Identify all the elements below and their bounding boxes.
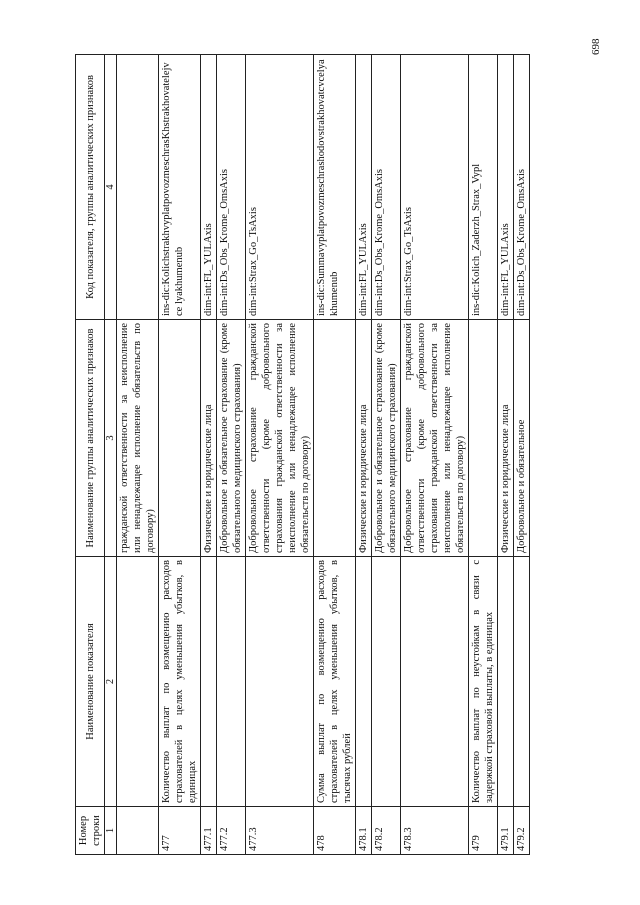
group-name: гражданской ответственности за неисполнение или ненадлежащее исполнение обязательств по договору) <box>117 320 159 557</box>
row-number: 478.1 <box>356 807 372 855</box>
indicator-code: ins-dic:Kolich_Zaderzh_Strax_Vypl <box>469 55 498 320</box>
indicator-code: dim-int:Ds_Obs_Krome_OmsAxis <box>372 55 401 320</box>
indicator-table <box>75 54 530 855</box>
group-name: Физические и юридические лица <box>498 320 514 557</box>
table-row <box>372 55 401 855</box>
column-number-row <box>105 55 117 855</box>
table-row <box>314 55 356 855</box>
indicator-name: Количество выплат по неустойкам в связи с задержкой страховой выплаты, в единицах <box>469 557 498 807</box>
header-code: Код показателя, группы аналитических признаков <box>76 55 105 320</box>
row-number: 477.2 <box>217 807 246 855</box>
rotated-table-page <box>75 55 585 855</box>
group-name: Добровольное страхование гражданской ответственности (кроме добровольного страхования гражданской ответственности за неисполнение или ненадлежащее исполнение обязательств по договору) <box>246 320 314 557</box>
table-row <box>217 55 246 855</box>
group-name <box>159 320 201 557</box>
page-number: 698 <box>590 38 602 55</box>
indicator-code: dim-int:Ds_Obs_Krome_OmsAxis <box>514 55 530 320</box>
group-name: Добровольное и обязательное страхование (кроме обязательного медицинского страхования) <box>217 320 246 557</box>
row-number: 479 <box>469 807 498 855</box>
indicator-name <box>372 557 401 807</box>
header-group-name: Наименование группы аналитических признаков <box>76 320 105 557</box>
group-name <box>314 320 356 557</box>
indicator-name <box>246 557 314 807</box>
indicator-name <box>201 557 217 807</box>
indicator-code: dim-int:FL_YULAxis <box>356 55 372 320</box>
row-number: 479.2 <box>514 807 530 855</box>
header-indicator-name: Наименование показателя <box>76 557 105 807</box>
row-number: 477.1 <box>201 807 217 855</box>
row-number: 478.2 <box>372 807 401 855</box>
indicator-name: Сумма выплат по возмещению расходов страхователей в целях уменьшения убытков, в тысячах рублей <box>314 557 356 807</box>
indicator-code: dim-int:Ds_Obs_Krome_OmsAxis <box>217 55 246 320</box>
indicator-code: dim-int:Strax_Go_TsAxis <box>246 55 314 320</box>
row-number: 477.3 <box>246 807 314 855</box>
row-number: 479.1 <box>498 807 514 855</box>
table-row <box>159 55 201 855</box>
indicator-code: dim-int:FL_YULAxis <box>201 55 217 320</box>
group-name: Добровольное страхование гражданской ответственности (кроме добровольного страхования гражданской ответственности за неисполнение или ненадлежащее исполнение обязательств по договору) <box>401 320 469 557</box>
row-number: 478 <box>314 807 356 855</box>
group-name <box>469 320 498 557</box>
table-row <box>117 55 159 855</box>
column-number: 4 <box>105 55 117 320</box>
header-row <box>76 55 105 855</box>
table-row <box>469 55 498 855</box>
column-number: 1 <box>105 807 117 855</box>
indicator-code <box>117 55 159 320</box>
table-row <box>514 55 530 855</box>
header-row-number: Номер строки <box>76 807 105 855</box>
row-number: 478.3 <box>401 807 469 855</box>
group-name: Физические и юридические лица <box>201 320 217 557</box>
table-row <box>401 55 469 855</box>
group-name: Добровольное и обязательное страхование (кроме обязательного медицинского страхования) <box>372 320 401 557</box>
indicator-name: Количество выплат по возмещению расходов страхователей в целях уменьшения убытков, в единицах <box>159 557 201 807</box>
table-row <box>201 55 217 855</box>
indicator-code: dim-int:FL_YULAxis <box>498 55 514 320</box>
table-body <box>117 55 530 855</box>
indicator-name <box>356 557 372 807</box>
indicator-name <box>498 557 514 807</box>
group-name: Добровольное и обязательное <box>514 320 530 557</box>
table-row <box>498 55 514 855</box>
row-number <box>117 807 159 855</box>
table-row <box>246 55 314 855</box>
row-number: 477 <box>159 807 201 855</box>
indicator-code: dim-int:Strax_Go_TsAxis <box>401 55 469 320</box>
indicator-name <box>117 557 159 807</box>
indicator-code: ins-dic:Summavyplatpovozmeschrashodovstrakhovatcvcelya khumenub <box>314 55 356 320</box>
column-number: 2 <box>105 557 117 807</box>
table-row <box>356 55 372 855</box>
indicator-name <box>401 557 469 807</box>
indicator-name <box>217 557 246 807</box>
group-name: Физические и юридические лица <box>356 320 372 557</box>
indicator-name <box>514 557 530 807</box>
indicator-code: ins-dic:KolichstrakhvyplatpovozmeschrasKhstrakhovatelejvce lyakhumenub <box>159 55 201 320</box>
column-number: 3 <box>105 320 117 557</box>
